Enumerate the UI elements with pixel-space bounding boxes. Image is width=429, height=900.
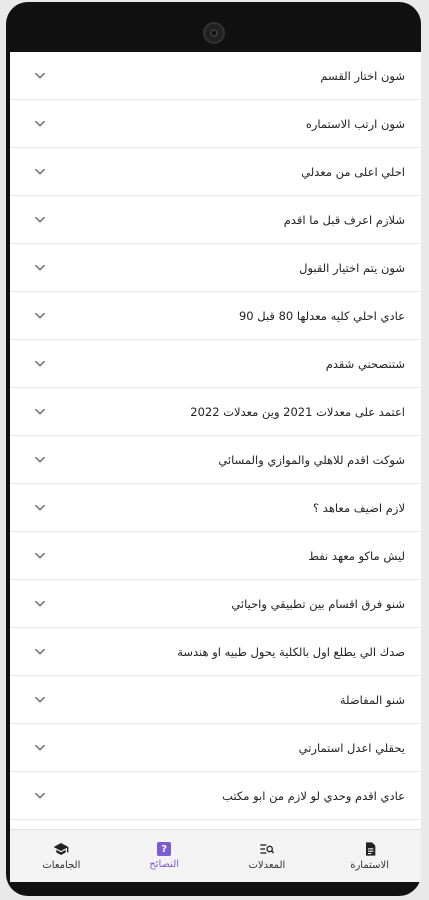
chevron-down-icon[interactable]: [32, 116, 48, 132]
chevron-down-icon[interactable]: [32, 548, 48, 564]
search-list-icon: [259, 841, 275, 857]
faq-question: عادي اقدم وحدي لو لازم من ابو مكتب: [222, 788, 405, 803]
faq-row[interactable]: [10, 772, 421, 820]
faq-question: شلازم اعرف قبل ما اقدم: [283, 212, 405, 227]
app-screen: [10, 52, 421, 882]
faq-question: اعتمد على معدلات 2021 وين معدلات 2022: [190, 404, 405, 419]
faq-row[interactable]: [10, 244, 421, 292]
faq-row[interactable]: [10, 292, 421, 340]
faq-row[interactable]: [10, 196, 421, 244]
faq-question: احلي اعلى من معدلي: [301, 164, 405, 179]
faq-question: شنو فرق اقسام بين تطبيقي واحيائي: [231, 596, 405, 611]
faq-list: [10, 52, 421, 820]
faq-row[interactable]: [10, 100, 421, 148]
chevron-down-icon[interactable]: [32, 452, 48, 468]
faq-row[interactable]: [10, 580, 421, 628]
chevron-down-icon[interactable]: [32, 212, 48, 228]
camera-icon: [205, 24, 223, 42]
faq-question: شون ارتب الاستماره: [305, 116, 405, 131]
nav-form[interactable]: [318, 830, 421, 882]
faq-question: شون يتم اختيار القبول: [299, 260, 405, 275]
bottom-navigation: [10, 829, 421, 882]
faq-question: شوكت اقدم للاهلي والموازي والمسائي: [218, 452, 405, 467]
chevron-down-icon[interactable]: [32, 68, 48, 84]
nav-label: الجامعات: [42, 860, 81, 871]
nav-tips[interactable]: [113, 830, 216, 882]
nav-label: المعدلات: [248, 860, 286, 871]
faq-row[interactable]: [10, 52, 421, 100]
chevron-down-icon[interactable]: [32, 500, 48, 516]
faq-row[interactable]: [10, 388, 421, 436]
nav-label: الاستمارة: [350, 860, 390, 871]
faq-row[interactable]: [10, 148, 421, 196]
faq-question: شون اختار القسم: [320, 68, 405, 83]
form-icon: [362, 841, 378, 857]
nav-averages[interactable]: [216, 830, 319, 882]
chevron-down-icon[interactable]: [32, 260, 48, 276]
faq-question: شتنصحني شقدم: [325, 356, 405, 371]
graduation-cap-icon: [53, 841, 69, 857]
nav-universities[interactable]: [10, 830, 113, 882]
faq-row[interactable]: [10, 724, 421, 772]
faq-question: لازم اضيف معاهد ؟: [313, 500, 405, 515]
question-icon: ?: [157, 842, 171, 856]
faq-row[interactable]: [10, 484, 421, 532]
chevron-down-icon[interactable]: [32, 644, 48, 660]
faq-row[interactable]: [10, 436, 421, 484]
chevron-down-icon[interactable]: [32, 788, 48, 804]
chevron-down-icon[interactable]: [32, 404, 48, 420]
faq-row[interactable]: [10, 628, 421, 676]
chevron-down-icon[interactable]: [32, 596, 48, 612]
chevron-down-icon[interactable]: [32, 356, 48, 372]
chevron-down-icon[interactable]: [32, 692, 48, 708]
faq-row[interactable]: [10, 676, 421, 724]
faq-row[interactable]: [10, 340, 421, 388]
faq-question: عادي احلي كليه معدلها 80 قبل 90: [238, 308, 405, 323]
faq-row[interactable]: [10, 532, 421, 580]
chevron-down-icon[interactable]: [32, 740, 48, 756]
faq-question: صدك الي يطلع اول بالكلية يحول طبيه او هندسة: [177, 644, 405, 659]
faq-question: ليش ماكو معهد نفط: [308, 548, 405, 563]
chevron-down-icon[interactable]: [32, 308, 48, 324]
faq-question: يحقلي اعدل استمارتي: [298, 740, 405, 755]
faq-question: شنو المفاضلة: [339, 692, 405, 707]
chevron-down-icon[interactable]: [32, 164, 48, 180]
nav-label: النصائح: [149, 859, 180, 870]
